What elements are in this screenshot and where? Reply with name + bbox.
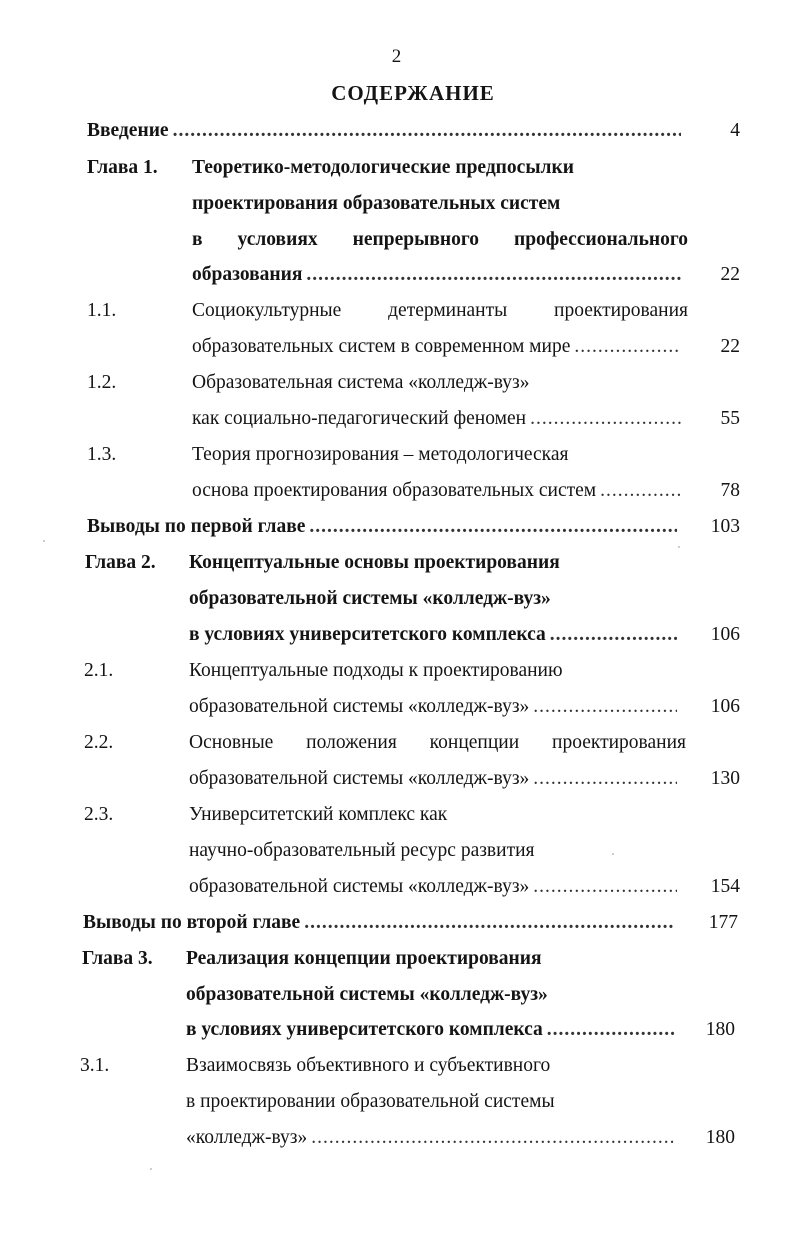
chapter2-title-line2: образовательной системы «колледж-вуз»	[189, 588, 551, 609]
dot-leader	[311, 1126, 674, 1150]
section-3-1-line2: в проектировании образовательной системы	[186, 1091, 555, 1112]
dot-leader	[304, 911, 675, 935]
scan-speck	[612, 853, 614, 855]
section-2-3-page: 154	[710, 876, 740, 897]
section-1-1-line2: образовательных систем в современном мире .....	[192, 335, 687, 359]
section-2-3-line2: научно-образовательный ресурс развития	[189, 840, 535, 861]
toc-entry-conclusions1: Выводы по первой главе .....	[87, 515, 683, 539]
dot-leader	[173, 119, 681, 143]
dot-leader	[530, 407, 681, 431]
intro-title: Введение	[87, 120, 169, 141]
section-1-2-page: 55	[720, 408, 740, 429]
section-2-2-line2: образовательной системы «колледж-вуз» .....	[189, 767, 683, 791]
section-1-1-line1: Социокультурные детерминанты проектирования	[192, 300, 688, 321]
section-2-1-page: 106	[710, 696, 740, 717]
section-1-2-line2: как социально-педагогический феномен .....	[192, 407, 687, 431]
section-3-1-page: 180	[705, 1127, 735, 1148]
scan-speck	[150, 1168, 152, 1170]
section-1-3-number: 1.3.	[87, 444, 117, 465]
dot-leader	[533, 695, 677, 719]
dot-leader	[309, 515, 677, 539]
section-1-3-line2: основа проектирования образовательных систем .....	[192, 479, 687, 503]
conclusions2-page: 177	[708, 912, 738, 933]
section-2-2-number: 2.2.	[84, 732, 114, 753]
dot-leader	[600, 479, 681, 503]
chapter3-page: 180	[705, 1019, 735, 1040]
chapter2-page: 106	[710, 624, 740, 645]
chapter1-title-line4: образования .....	[192, 263, 687, 287]
section-1-3-line1: Теория прогнозирования – методологическая	[192, 444, 569, 465]
chapter3-title-line1: Реализация концепции проектирования	[186, 948, 542, 969]
chapter2-title-line1: Концептуальные основы проектирования	[189, 552, 560, 573]
section-3-1-line3: «колледж-вуз» .....	[186, 1126, 680, 1150]
dot-leader	[533, 767, 677, 791]
chapter2-title-line3: в условиях университетского комплекса .....	[189, 623, 683, 647]
dot-leader	[547, 1018, 674, 1042]
section-2-1-number: 2.1.	[84, 660, 114, 681]
chapter3-title-line3: в условиях университетского комплекса .....	[186, 1018, 680, 1042]
section-2-3-line1: Университетский комплекс как	[189, 804, 448, 825]
section-2-3-line3: образовательной системы «колледж-вуз» .....	[189, 875, 683, 899]
section-1-2-line1: Образовательная система «колледж-вуз»	[192, 372, 530, 393]
dot-leader	[574, 335, 681, 359]
scan-speck	[678, 546, 680, 548]
dot-leader	[550, 623, 677, 647]
chapter3-title-line2: образовательной системы «колледж-вуз»	[186, 984, 548, 1005]
section-3-1-line1: Взаимосвязь объективного и субъективного	[186, 1055, 551, 1076]
section-2-2-page: 130	[710, 768, 740, 789]
page-number: 2	[391, 46, 402, 67]
section-1-1-page: 22	[720, 336, 740, 357]
toc-entry-intro	[87, 119, 687, 143]
scan-speck	[43, 540, 45, 542]
chapter1-page: 22	[720, 264, 740, 285]
chapter2-label: Глава 2.	[85, 552, 156, 573]
section-3-1-number: 3.1.	[80, 1055, 110, 1076]
chapter3-label: Глава 3.	[82, 948, 153, 969]
section-1-2-number: 1.2.	[87, 372, 117, 393]
intro-page: 4	[730, 120, 740, 141]
section-2-2-line1: Основные положения концепции проектирования	[189, 732, 686, 753]
section-2-1-line1: Концептуальные подходы к проектированию	[189, 660, 563, 681]
section-1-1-number: 1.1.	[87, 300, 117, 321]
chapter1-title-line3: в условиях непрерывного профессионального	[192, 229, 688, 250]
dot-leader	[533, 875, 677, 899]
toc-entry-conclusions2: Выводы по второй главе .....	[83, 911, 681, 935]
chapter1-label: Глава 1.	[87, 157, 158, 178]
section-2-3-number: 2.3.	[84, 804, 114, 825]
section-1-3-page: 78	[720, 480, 740, 501]
conclusions1-page: 103	[710, 516, 740, 537]
chapter1-title-line2: проектирования образовательных систем	[192, 193, 561, 214]
section-2-1-line2: образовательной системы «колледж-вуз» .....	[189, 695, 683, 719]
dot-leader	[306, 263, 681, 287]
chapter1-title-line1: Теоретико-методологические предпосылки	[192, 157, 574, 178]
toc-heading: СОДЕРЖАНИЕ	[331, 81, 495, 105]
